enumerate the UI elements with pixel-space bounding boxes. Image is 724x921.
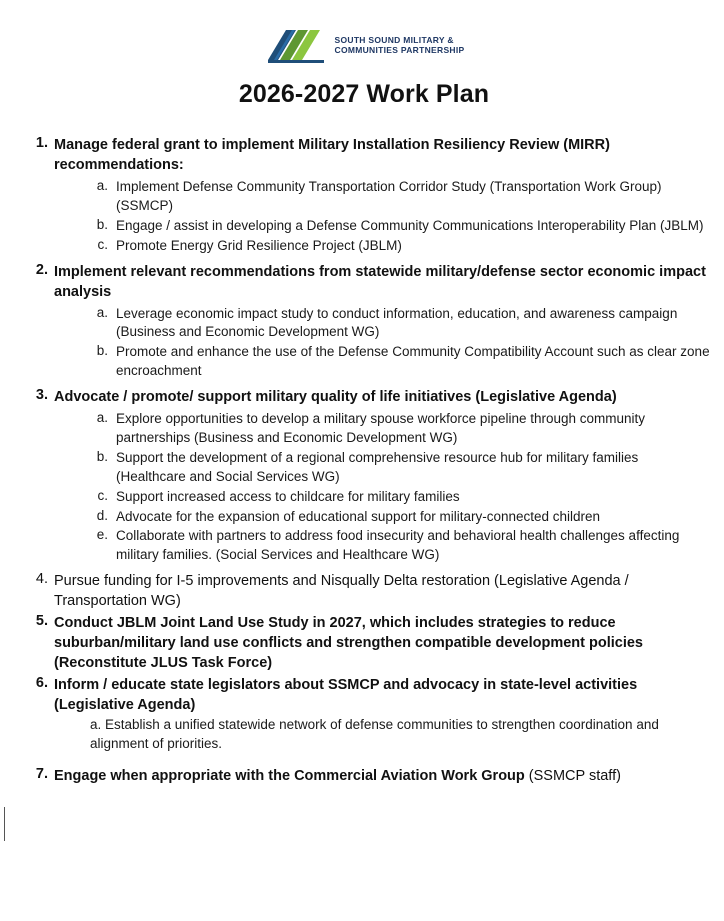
work-plan-list [18,135,710,786]
item-number: 3. [35,387,48,404]
list-item [18,135,710,256]
ssmcp-logo-icon [264,26,328,66]
list-item [18,262,710,382]
sub-list-item [90,410,710,448]
sub-item-letter: d. [96,507,108,523]
sub-item-letter: a. [96,304,108,320]
sub-item-text: Support increased access to childcare for military families [116,488,460,504]
sub-item-letter: b. [96,448,108,464]
sub-item-text: Implement Defense Community Transportation Corridor Study (Transportation Work Group) (SSMCP) [116,179,662,213]
list-item [18,613,710,673]
item-number: 2. [35,261,48,278]
sub-item-letter: c. [97,487,108,503]
sub-list-item [90,449,710,487]
item-text: Manage federal grant to implement Military Installation Resiliency Review (MIRR) recommendations: [54,137,610,173]
item-number: 1. [35,135,48,151]
sub-list-item [90,237,710,256]
item-text: Advocate / promote/ support military quality of life initiatives (Legislative Agenda) [54,389,617,406]
sub-list-item [90,305,710,343]
sub-item-letter: b. [96,343,108,359]
sub-item-letter: e. [96,527,108,543]
page-title: 2026-2027 Work Plan [238,80,490,108]
sub-item-text: Promote and enhance the use of the Defense Community Compatibility Account such as clear zone encroachment [116,344,710,379]
item-number: 4. [35,571,48,588]
sub-list [90,305,710,382]
list-item [18,766,710,786]
sub-item-text: Support the development of a regional comprehensive resource hub for military families (Healthcare and Social Services WG) [116,449,639,484]
item-text: Implement relevant recommendations from statewide military/defense sector economic impact analysis [54,263,706,300]
text-cursor [4,807,5,841]
sub-list-item [90,488,710,507]
item-text-bold: Engage when appropriate with the Commercial Aviation Work Group [54,768,525,785]
sub-item-text: Explore opportunities to develop a military spouse workforce pipeline through community partnerships (Business and Economic Development WG) [116,411,646,446]
sub-item-letter: a. [96,410,108,426]
sub-item-text: Promote Energy Grid Resilience Project (JBLM) [116,237,402,253]
sub-item-letter: b. [96,216,108,232]
sub-list-item [90,508,710,527]
list-item [18,675,710,754]
item-text [54,768,621,784]
logo-wordmark [335,36,465,55]
sub-list [90,410,710,565]
sub-item-letter: c. [97,236,108,252]
item-number: 7. [35,766,48,783]
sub-item-text: Advocate for the expansion of educational support for military-connected children [116,508,601,524]
sub-item-text: a. Establish a unified statewide network of defense communities to strengthen coordination and alignment of priorities. [90,717,659,752]
item-text: Conduct JBLM Joint Land Use Study in 2027, which includes strategies to reduce suburban/military land use conflicts and strengthen compatible development policies (Reconstitute JLUS Task Force) [54,615,643,672]
sub-item-letter: a. [96,178,108,193]
list-item [18,387,710,565]
item-number: 5. [35,613,48,630]
organization-logo [18,0,710,66]
sub-item-text: Engage / assist in developing a Defense Community Communications Interoperability Plan (JBLM) [116,217,704,233]
sub-list-item [90,527,710,565]
sub-list-item [90,343,710,381]
logo-line-1: SOUTH SOUND MILITARY & [334,35,454,46]
sub-list [90,178,710,256]
item-text: Inform / educate state legislators about SSMCP and advocacy in state-level activities (Legislative Agenda) [54,677,638,714]
sub-item-text: Collaborate with partners to address food insecurity and behavioral health challenges affecting military families. (Social Services and Healthcare WG) [116,528,680,563]
item-text: Pursue funding for I-5 improvements and Nisqually Delta restoration (Legislative Agenda / Transportation WG) [54,573,629,610]
sub-item-text: Leverage economic impact study to conduct information, education, and awareness campaign (Business and Economic Development WG) [116,305,678,340]
logo-line-2: COMMUNITIES PARTNERSHIP [334,45,465,55]
sub-list [90,716,710,754]
list-item [18,571,710,611]
sub-list-item [90,217,710,236]
sub-list-item [90,178,710,216]
item-number: 6. [35,675,48,692]
item-text-tail: (SSMCP staff) [524,768,621,785]
